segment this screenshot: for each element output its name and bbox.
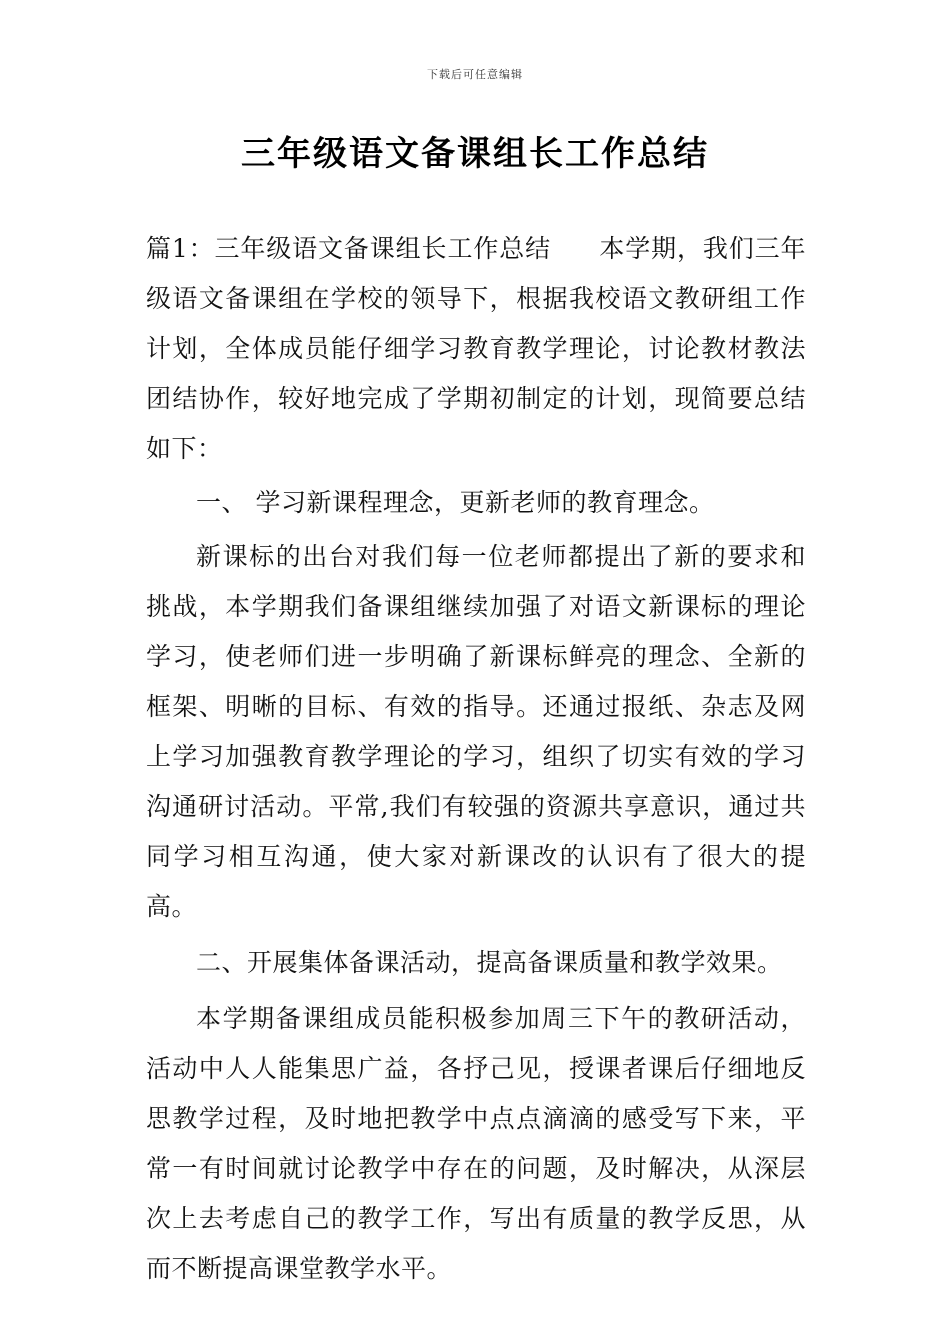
section-1-heading: 一、 学习新课程理念，更新老师的教育理念。 — [196, 488, 715, 517]
document-title: 三年级语文备课组长工作总结 — [241, 134, 709, 174]
intro-text: 本学期，我们三年级语文备课组在学校的领导下，根据我校语文教研组工作计划，全体成员能仔细学习教育教学理论，讨论教材教法团结协作，较好地完成了学期初制定的计划，现简要总结如下： — [146, 234, 806, 463]
header-note: 下载后可任意编辑 — [427, 68, 523, 81]
document-body — [146, 224, 806, 1294]
intro-paragraph — [146, 224, 806, 474]
section-1-body: 新课标的出台对我们每一位老师都提出了新的要求和挑战，本学期我们备课组继续加强了对语文新课标的理论学习，使老师们进一步明确了新课标鲜亮的理念、全新的框架、明晰的目标、有效的指导。还通过报纸、杂志及网上学习加强教育教学理论的学习，组织了切实有效的学习沟通研讨活动。平常,我们有较强的资源共享意识，通过共同学习相互沟通，使大家对新课改的认识有了很大的提高。 — [146, 542, 806, 921]
section-2-body: 本学期备课组成员能积极参加周三下午的教研活动，活动中人人能集思广益，各抒己见，授课者课后仔细地反思教学过程，及时地把教学中点点滴滴的感受写下来，平常一有时间就讨论教学中存在的问题，及时解决，从深层次上去考虑自己的教学工作，写出有质量的教学反思，从而不断提高课堂教学水平。 — [146, 1004, 806, 1283]
intro-label: 篇1：三年级语文备课组长工作总结 — [146, 234, 551, 263]
section-2-heading: 二、开展集体备课活动，提高备课质量和教学效果。 — [196, 948, 783, 977]
